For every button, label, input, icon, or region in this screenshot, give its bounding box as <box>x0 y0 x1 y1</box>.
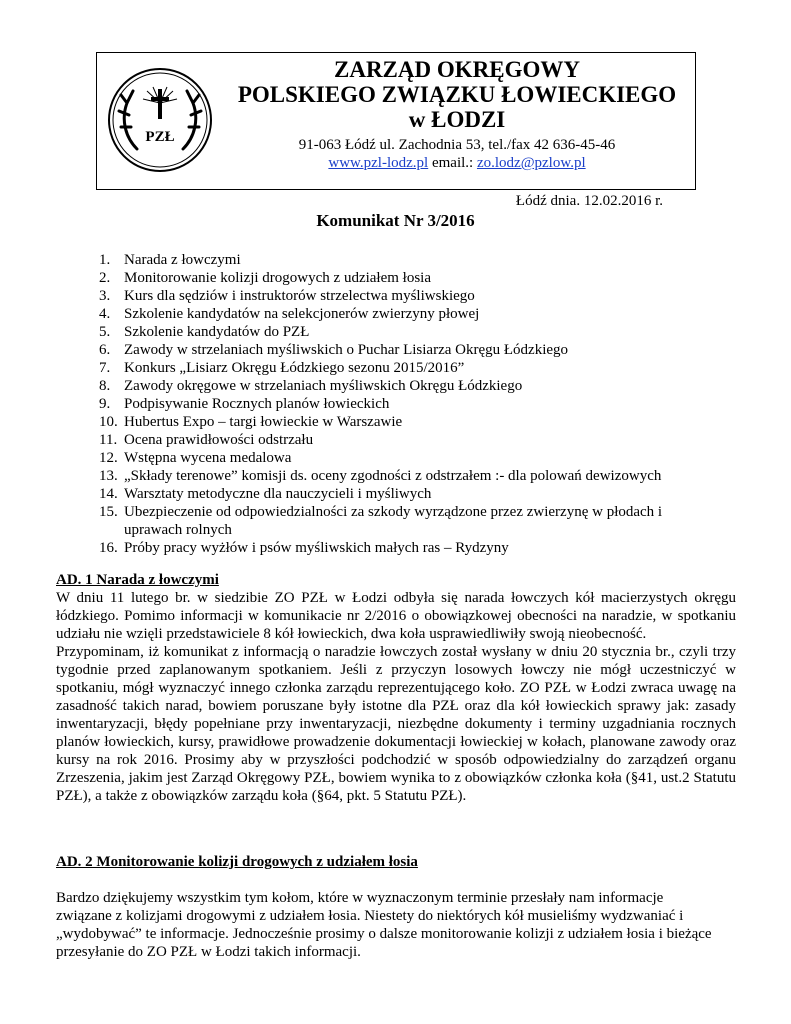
list-item: 8. Zawody okręgowe w strzelaniach myśliwskich Okręgu Łódzkiego <box>99 378 523 394</box>
pzl-logo-emblem <box>107 67 213 173</box>
logo-text: PZŁ <box>145 129 175 145</box>
list-item: 15. Ubezpieczenie od odpowiedzialności za szkody wyrządzone przez zwierzynę w płodach i uprawach rolnych <box>99 504 663 538</box>
website-link[interactable]: www.pzl-lodz.pl <box>328 155 429 171</box>
list-item: 1. Narada z łowczymi <box>99 252 241 268</box>
header-address: 91-063 Łódź ul. Zachodnia 53, tel./fax 42 636-45-46 <box>298 137 616 153</box>
list-item: 4. Szkolenie kandydatów na selekcjonerów zwierzyny płowej <box>99 306 480 322</box>
section-ad1-heading: AD. 1 Narada z łowczymi <box>56 572 219 588</box>
section-ad2-line-4: przesyłanie do ZO PZŁ w Łodzi takich informacji. <box>56 944 361 960</box>
document-title: Komunikat Nr 3/2016 <box>316 211 475 230</box>
list-item: 3. Kurs dla sędziów i instruktorów strzelectwa myśliwskiego <box>99 288 475 304</box>
section-ad1-paragraph-2: Przypominam, iż komunikat z informacją o naradzie łowczych został wysłany w dniu 20 stycznia br., czyli trzy tygodnie przed zaplanowanym spotkaniem. Jeśli z przyczyn losowych łowczy nie mógł uczestniczyć w spotkaniu, mógł wyznaczyć innego członka zarządu reprezentującego koło. ZO PZŁ w Łodzi zwraca uwagę na zasadność takich narad, bowiem poruszane były istotne dla PZŁ oraz dla kół łowieckich sprawy jak: zasady inwentaryzacji, błędy popełniane przy inwentaryzacji, niezbędne dokumenty i terminy uzgadniania rocznych planów łowieckich, kursy, prawidłowe prowadzenie dokumentacji łowieckiej w kołach, planowane zawody oraz kursy na rok 2016. Prosimy aby w przyszłości podchodzić w sposób odpowiedzialny do zarządzeń organu Zrzeszenia, jakim jest Zarząd Okręgowy PZŁ, bowiem wynika to z obowiązków członka koła (§41, ust.2 Statutu PZŁ), a także z obowiązków zarządu koła (§64, pkt. 5 Statutu PZŁ). <box>56 644 736 804</box>
list-item: 2. Monitorowanie kolizji drogowych z udziałem łosia <box>99 270 432 286</box>
header-title-line3: w ŁODZI <box>408 107 506 132</box>
header-title-line2: POLSKIEGO ZWIĄZKU ŁOWIECKIEGO <box>237 82 677 107</box>
document-date: Łódź dnia. 12.02.2016 r. <box>515 193 663 209</box>
list-item: 9. Podpisywanie Rocznych planów łowieckich <box>99 396 390 412</box>
header-contact <box>227 154 687 172</box>
section-ad2-heading: AD. 2 Monitorowanie kolizji drogowych z udziałem łosia <box>56 854 418 870</box>
table-of-contents <box>99 251 699 557</box>
list-item: 7. Konkurs „Lisiarz Okręgu Łódzkiego sezonu 2015/2016” <box>99 360 465 376</box>
header-text <box>227 57 687 172</box>
section-ad1 <box>56 571 736 805</box>
email-link[interactable]: zo.lodz@pzlow.pl <box>476 155 586 171</box>
list-item: 5. Szkolenie kandydatów do PZŁ <box>99 324 310 340</box>
list-item: 16. Próby pracy wyżłów i psów myśliwskich małych ras – Rydzyny <box>99 540 509 556</box>
section-ad2-line-3: „wydobywać” te informacje. Jednocześnie prosimy o dalsze monitorowanie kolizji z udziałem łosia i bieżące <box>56 926 712 942</box>
section-ad1-paragraph-1: W dniu 11 lutego br. w siedzibie ZO PZŁ w Łodzi odbyła się narada łowczych kół macierzystych okręgu łódzkiego. Pomimo informacji w komunikacie nr 2/2016 o obowiązkowej obecności na naradzie, w spotkaniu udziału nie wzięli przedstawiciele 8 kół łowieckich, dwa koła usprawiedliwiły swoją nieobecność. <box>56 590 736 642</box>
list-item: 14. Warsztaty metodyczne dla nauczycieli i myśliwych <box>99 486 432 502</box>
header-title-line1: ZARZĄD OKRĘGOWY <box>334 57 580 82</box>
list-item: 12. Wstępna wycena medalowa <box>99 450 292 466</box>
section-ad2-line-1: Bardzo dziękujemy wszystkim tym kołom, które w wyznaczonym terminie przesłały nam informacje <box>56 890 664 906</box>
letterhead <box>96 52 696 190</box>
list-item: 13. „Składy terenowe” komisji ds. oceny zgodności z odstrzałem :- dla polowań dewizowych <box>99 468 662 484</box>
email-label: email.: <box>428 155 477 171</box>
section-ad2 <box>56 853 736 961</box>
list-item: 11. Ocena prawidłowości odstrzału <box>99 432 314 448</box>
section-ad2-line-2: związane z kolizjami drogowymi z udziałem łosia. Niestety do niektórych kół musieliśmy wydzwaniać i <box>56 908 684 924</box>
list-item: 6. Zawody w strzelaniach myśliwskich o Puchar Lisiarza Okręgu Łódzkiego <box>99 342 569 358</box>
list-item: 10. Hubertus Expo – targi łowieckie w Warszawie <box>99 414 403 430</box>
